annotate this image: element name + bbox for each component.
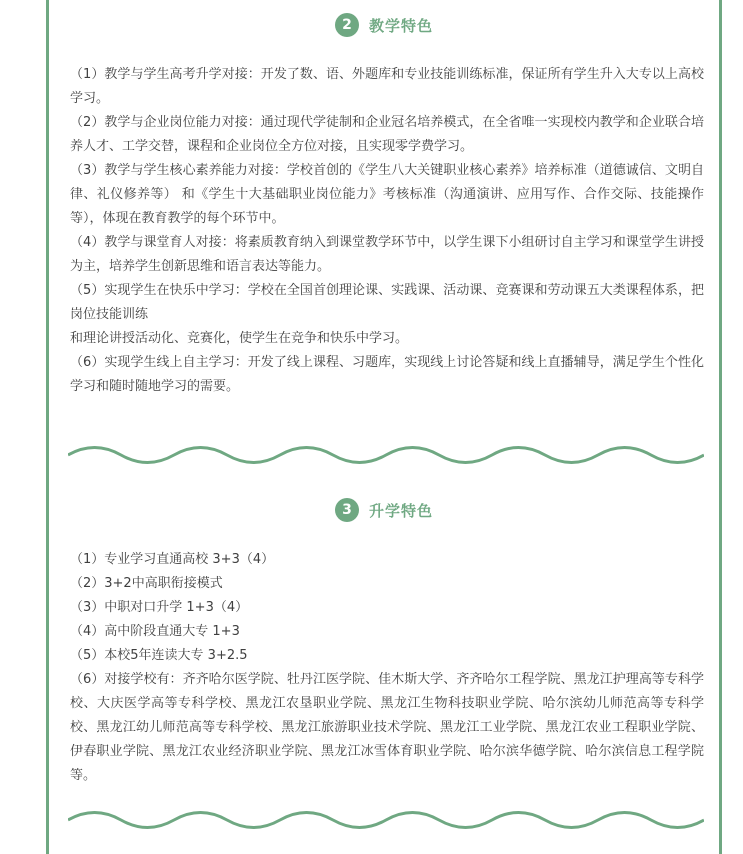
section-header-teaching (49, 12, 719, 38)
wave-divider (68, 805, 704, 835)
paragraph: （1）教学与学生高考升学对接：开发了数、语、外题库和专业技能训练标准，保证所有学生升入大专以上高校学习。 (70, 67, 704, 106)
paragraph: （3）中职对口升学 1+3（4） (70, 600, 249, 615)
wave-divider (68, 440, 704, 470)
paragraph: （4）高中阶段直通大专 1+3 (70, 624, 240, 639)
paragraph: （6）实现学生线上自主学习：开发了线上课程、习题库，实现线上讨论答疑和线上直播辅导，满足学生个性化学习和随时随地学习的需要。 (70, 355, 704, 394)
left-border-line (46, 0, 49, 854)
paragraph: （2）3+2中高职衔接模式 (70, 576, 223, 591)
paragraph: （1）专业学习直通高校 3+3（4） (70, 552, 275, 567)
paragraph: （3）教学与学生核心素养能力对接：学校首创的《学生八大关键职业核心素养》培养标准（道德诚信、文明自律、礼仪修养等） 和《学生十大基础职业岗位能力》考核标准（沟通演讲、应用写作、合作交际、技能操作等），体现在教育教学的每个环节中。 (70, 163, 704, 226)
section-title: 升学特色 (368, 501, 433, 520)
paragraph: （5）实现学生在快乐中学习：学校在全国首创理论课、实践课、活动课、竞赛课和劳动课五大类课程体系，把岗位技能训练 (70, 283, 704, 322)
section-header-admission (49, 497, 719, 523)
section-title: 教学特色 (368, 16, 433, 35)
paragraph: 和理论讲授活动化、竞赛化，使学生在竞争和快乐中学习。 (70, 331, 409, 346)
section-number-badge: 2 (335, 13, 359, 37)
paragraph: （5）本校5年连读大专 3+2.5 (70, 648, 248, 663)
section-body-admission (70, 548, 704, 788)
paragraph: （4）教学与课堂育人对接：将素质教育纳入到课堂教学环节中，以学生课下小组研讨自主学习和课堂学生讲授为主，培养学生创新思维和语言表达等能力。 (70, 235, 704, 274)
section-number-badge: 3 (335, 498, 359, 522)
right-border-line (719, 0, 722, 854)
section-body-teaching (70, 63, 704, 399)
paragraph: （6）对接学校有：齐齐哈尔医学院、牡丹江医学院、佳木斯大学、齐齐哈尔工程学院、黑龙江护理高等专科学校、大庆医学高等专科学校、黑龙江农垦职业学院、黑龙江生物科技职业学院、哈尔滨幼儿师范高等专科学校、黑龙江幼儿师范高等专科学校、黑龙江旅游职业技术学院、黑龙江工业学院、黑龙江农业工程职业学院、伊春职业学院、黑龙江农业经济职业学院、黑龙江冰雪体育职业学院、哈尔滨华德学院、哈尔滨信息工程学院等。 (70, 672, 704, 783)
paragraph: （2）教学与企业岗位能力对接：通过现代学徒制和企业冠名培养模式，在全省唯一实现校内教学和企业联合培养人才、工学交替，课程和企业岗位全方位对接，且实现零学费学习。 (70, 115, 704, 154)
